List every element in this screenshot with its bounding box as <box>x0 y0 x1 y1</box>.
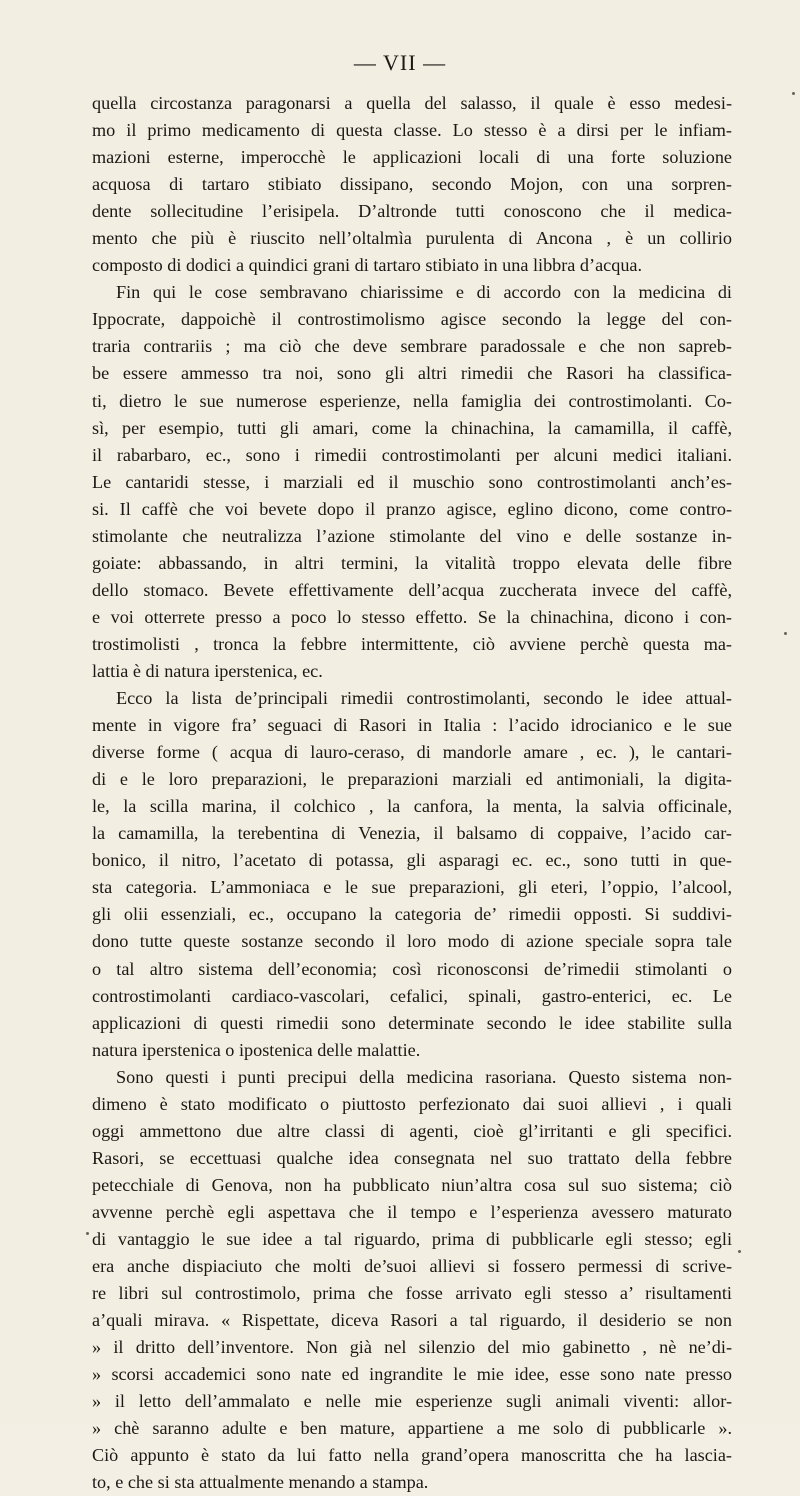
page-header: — VII — <box>353 50 447 75</box>
text-line: quella circostanza paragonarsi a quella del salasso, il quale è esso medesi- <box>92 93 732 113</box>
text-line: si. Il caffè che voi bevete dopo il pranzo agisce, eglino dicono, come contro- <box>92 498 732 519</box>
text-line: Fin qui le cose sembravano chiarissime e di accordo con la medicina di <box>116 282 732 303</box>
text-line: composto di dodici a quindici grani di tartaro stibiato in una libbra d’acqua. <box>92 255 643 276</box>
text-line: il rabarbaro, ec., sono i rimedii controstimolanti per alcuni medici italiani. <box>92 444 732 465</box>
text-line: a’quali mirava. « Rispettate, diceva Rasori a tal riguardo, il desiderio se non <box>92 1310 732 1331</box>
text-line: Le cantaridi stesse, i marziali ed il muschio sono controstimolanti anch’es- <box>92 471 732 492</box>
text-line: gli olii essenziali, ec., occupano la categoria de’ rimedii opposti. Si suddivi- <box>92 904 732 925</box>
text-line: dello stomaco. Bevete effettivamente dell’acqua zuccherata invece del caffè, <box>92 579 732 600</box>
text-line: le, la scilla marina, il colchico , la canfora, la menta, la salvia officinale, <box>92 796 732 817</box>
text-line: acquosa di tartaro stibiato dissipano, secondo Mojon, con una sorpren- <box>92 174 732 195</box>
text-line: stimolante che neutralizza l’azione stimolante del vino e delle sostanze in- <box>92 525 732 546</box>
text-line: re libri sul controstimolo, prima che fosse arrivato egli stesso a’ risultamenti <box>92 1283 732 1304</box>
text-line: Ecco la lista de’principali rimedii controstimolanti, secondo le idee attual- <box>116 688 732 709</box>
text-line: be essere ammesso tra noi, sono gli altri rimedii che Rasori ha classifica- <box>92 363 732 384</box>
text-line: goiate: abbassando, in altri termini, la vitalità troppo elevata delle fibre <box>92 552 732 573</box>
text-line: diverse forme ( acqua di lauro-ceraso, di mandorle amare , ec. ), le cantari- <box>92 742 732 763</box>
paper-speck <box>86 1232 89 1235</box>
text-line: era anche dispiaciuto che molti de’suoi allievi si fossero permessi di scrive- <box>92 1256 732 1277</box>
text-line: avvenne perchè egli aspettava che il tempo e l’esperienza avessero maturato <box>92 1201 732 1222</box>
text-line: dono tutte queste sostanze secondo il loro modo di azione speciale sopra tale <box>92 931 732 952</box>
text-line: sta categoria. L’ammoniaca e le sue preparazioni, gli eteri, l’oppio, l’alcool, <box>92 877 732 898</box>
text-line: mo il primo medicamento di questa classe. Lo stesso è a dirsi per le infiam- <box>92 120 732 141</box>
paper-speck <box>738 1250 741 1253</box>
body-text <box>92 90 732 1496</box>
text-line: to, e che si sta attualmente menando a stampa. <box>92 1472 429 1493</box>
text-line: » il letto dell’ammalato e nelle mie esperienze sugli animali viventi: allor- <box>92 1391 732 1412</box>
text-line: » il dritto dell’inventore. Non già nel silenzio del mio gabinetto , nè ne’di- <box>92 1337 732 1358</box>
text-line: Rasori, se eccettuasi qualche idea consegnata nel suo trattato della febbre <box>92 1147 732 1168</box>
text-line: o tal altro sistema dell’economia; così riconosconsi de’rimedii stimolanti o <box>92 958 732 979</box>
text-line: Sono questi i punti precipui della medicina rasoriana. Questo sistema non- <box>116 1066 732 1087</box>
text-line: sì, per esempio, tutti gli amari, come la chinachina, la camamilla, il caffè, <box>92 417 732 438</box>
text-line: mazioni esterne, imperocchè le applicazioni locali di una forte soluzione <box>92 147 732 168</box>
text-line: oggi ammettono due altre classi di agenti, cioè gl’irritanti e gli specifici. <box>92 1120 732 1141</box>
text-line: dente sollecitudine l’erisipela. D’altronde tutti conoscono che il medica- <box>92 201 732 222</box>
text-line: mento che più è riuscito nell’oltalmìa purulenta di Ancona , è un collirio <box>92 228 732 249</box>
text-line: controstimolanti cardiaco-vascolari, cefalici, spinali, gastro-enterici, ec. Le <box>92 985 732 1006</box>
text-line: applicazioni di questi rimedii sono determinate secondo le idee stabilite sulla <box>92 1012 732 1033</box>
text-line: ti, dietro le sue numerose esperienze, nella famiglia dei controstimolanti. Co- <box>92 390 732 411</box>
text-line: trostimolisti , tronca la febbre intermittente, ciò avviene perchè questa ma- <box>92 633 732 654</box>
text-line: natura iperstenica o ipostenica delle malattie. <box>92 1039 421 1060</box>
text-line: Ciò appunto è stato da lui fatto nella grand’opera manoscritta che ha lascia- <box>92 1445 732 1466</box>
text-line: mente in vigore fra’ seguaci di Rasori in Italia : l’acido idrocianico e le sue <box>92 715 732 736</box>
text-line: » chè saranno adulte e ben mature, appartiene a me solo di pubblicarle ». <box>92 1418 732 1439</box>
text-line: di e le loro preparazioni, le preparazioni marziali ed antimoniali, la digita- <box>92 769 732 790</box>
text-line: la camamilla, la terebentina di Venezia, il balsamo di coppaive, l’acido car- <box>92 823 732 844</box>
text-line: e voi otterrete presso a poco lo stesso effetto. Se la chinachina, dicono i con- <box>92 606 732 627</box>
text-line: di vantaggio le sue idee a tal riguardo, prima di pubblicarle egli stesso; egli <box>92 1228 732 1249</box>
paper-speck <box>792 92 795 95</box>
text-line: petecchiale di Genova, non ha pubblicato niun’altra cosa sul suo sistema; ciò <box>92 1174 732 1195</box>
text-line: lattia è di natura iperstenica, ec. <box>92 660 323 681</box>
text-line: traria contrariis ; ma ciò che deve sembrare paradossale e che non sapreb- <box>92 336 732 357</box>
text-line: dimeno è stato modificato o piuttosto perfezionato dai suoi allievi , i quali <box>92 1093 732 1114</box>
text-line: Ippocrate, dappoichè il controstimolismo agisce secondo la legge del con- <box>92 309 732 330</box>
text-line: » scorsi accademici sono nate ed ingrandite le mie idee, esse sono nate presso <box>92 1364 732 1385</box>
paper-speck <box>784 632 787 635</box>
text-line: bonico, il nitro, l’acetato di potassa, gli asparagi ec. ec., sono tutti in que- <box>92 850 732 871</box>
